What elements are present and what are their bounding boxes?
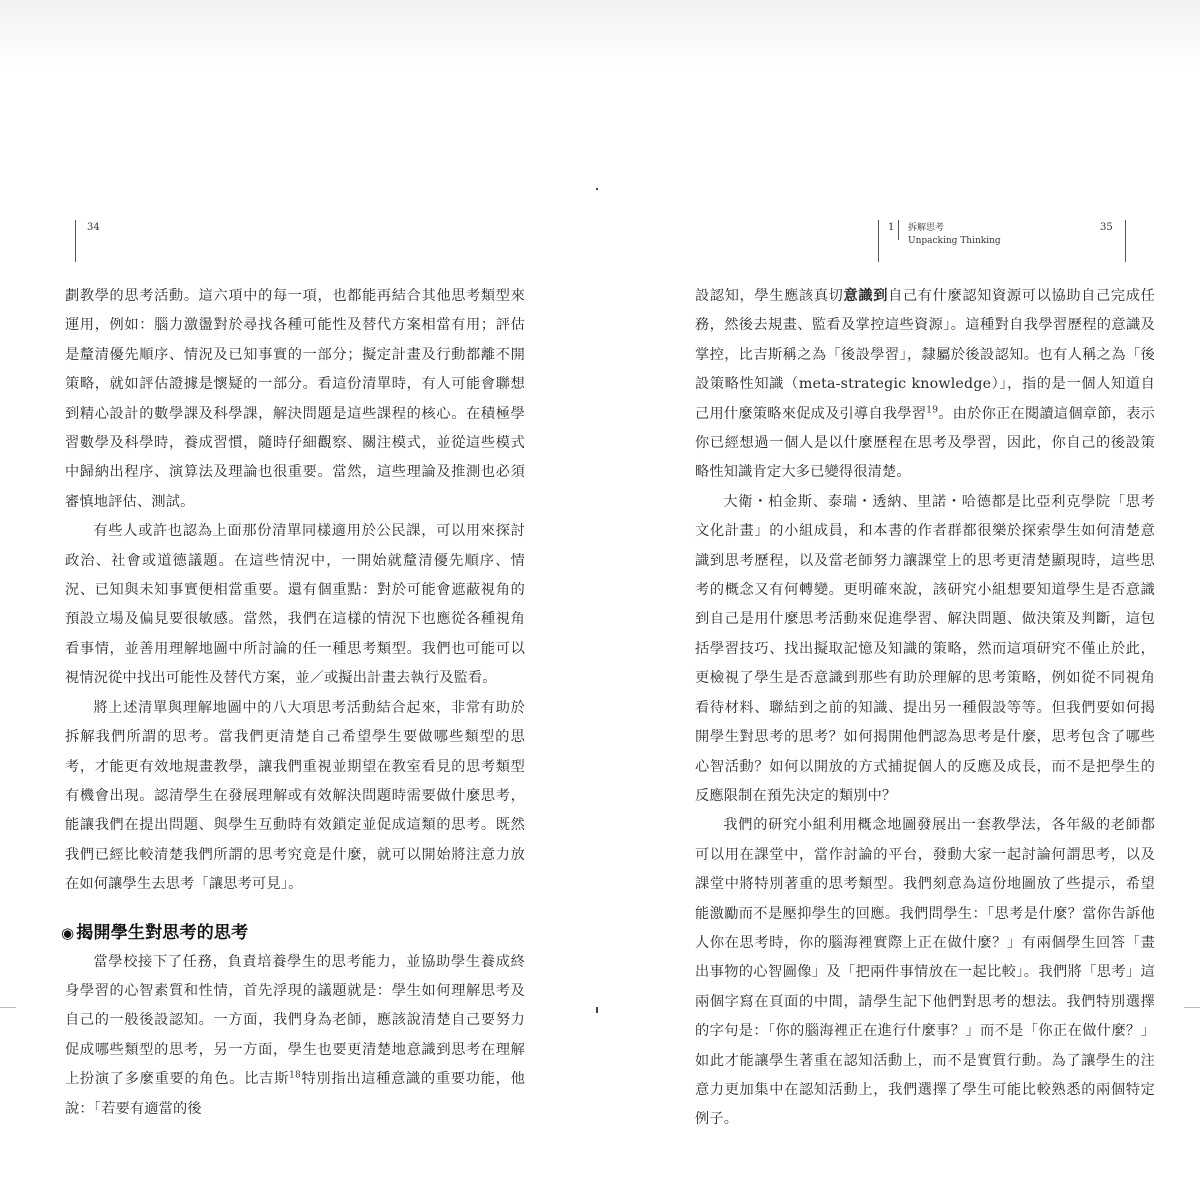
running-title bbox=[908, 222, 1001, 248]
crop-mark bbox=[0, 1007, 16, 1008]
paragraph: 將上述清單與理解地圖中的八大項思考活動結合起來，非常有助於拆解我們所謂的思考。當我們更清楚自己希望學生要做哪些類型的思考，才能更有效地規畫教學，讓我們重視並期望在教室看見的思考類型有機會出現。認清學生在發展理解或有效解決問題時需要做什麼思考，能讓我們在提出問題、與學生互動時有效鎖定並促成這類的思考。既然我們已經比較清楚我們所謂的思考究竟是什麼，就可以開始將注意力放在如何讓學生去思考「讓思考可見」。 bbox=[65, 699, 525, 893]
running-title-en: Unpacking Thinking bbox=[908, 236, 1001, 246]
header-rule bbox=[878, 220, 879, 262]
paragraph-text: 。由於你正在閱讀這個章節，表示你已經想過一個人是以什麼歷程在思考及學習，因此，你自己的後設策略性知識肯定大多已變得很清楚。 bbox=[695, 405, 1155, 481]
section-heading-text: 揭開學生對思考的思考 bbox=[76, 922, 249, 943]
footnote-ref: 18 bbox=[289, 1070, 301, 1081]
crop-mark bbox=[596, 1007, 598, 1013]
section-heading bbox=[61, 918, 525, 948]
page-number: 35 bbox=[1100, 222, 1113, 233]
header-rule bbox=[1125, 220, 1126, 262]
page-number: 34 bbox=[87, 222, 100, 233]
crop-mark bbox=[596, 188, 598, 190]
header-rule bbox=[898, 220, 899, 240]
paragraph-text: 特別指出這種意識的重要功能，他說：「若要有適當的後 bbox=[65, 1071, 525, 1117]
header-rule bbox=[75, 220, 76, 262]
running-title-zh: 拆解思考 bbox=[908, 223, 945, 233]
paragraph-text: 設認知，學生應該真切 bbox=[695, 288, 844, 304]
paragraph bbox=[65, 948, 525, 1124]
footnote-ref: 19 bbox=[926, 404, 939, 415]
chapter-number: 1 bbox=[888, 222, 895, 233]
paragraph-text: 自己有什麼認知資源可以協助自己完成任務，然後去規畫、監看及掌控這些資源」。這種對自我學習歷程的意識及掌控，比吉斯稱之為「後設學習」，隸屬於後設認知。也有人稱之為「後設策略性知識（meta-strategic knowledge）」，指的是一個人知道自己用什麼策略來促成及引導自我學習 bbox=[695, 288, 1155, 422]
paragraph: 大衛・柏金斯、泰瑞・透納、里諾・哈德都是比亞利克學院「思考文化計畫」的小組成員，和本書的作者群都很樂於探索學生如何清楚意識到思考歷程，以及當老師努力讓課堂上的思考更清楚顯現時，這些思考的概念又有何轉變。更明確來說，該研究小組想要知道學生是否意識到自己是用什麼思考活動來促進學習、解決問題、做決策及判斷，這包括學習技巧、找出擬取記憶及知識的策略，然而這項研究不僅止於此，更檢視了學生是否意識到那些有助於理解的思考策略，例如從不同視角看待材料、聯結到之前的知識、提出另一種假設等等。但我們要如何揭開學生對思考的思考？如何揭開他們認為思考是什麼，思考包含了哪些心智活動？如何以開放的方式捕捉個人的反應及成長，而不是把學生的反應限制在預先決定的類別中？ bbox=[695, 493, 1155, 804]
left-page-body bbox=[61, 282, 525, 1124]
paragraph: 有些人或許也認為上面那份清單同樣適用於公民課，可以用來探討政治、社會或道德議題。在這些情況中，一開始就釐清優先順序、情況、已知與未知事實便相當重要。還有個重點：對於可能會遮蔽視角的預設立場及偏見要很敏感。當然，我們在這樣的情況下也應從各種視角看事情，並善用理解地圖中所討論的任一種思考類型。我們也可能可以視情況從中找出可能性及替代方案，並／或擬出計畫去執行及監看。 bbox=[65, 523, 525, 687]
section-bullet-icon: ◉ bbox=[61, 923, 75, 942]
paragraph: 劃教學的思考活動。這六項中的每一項，也都能再結合其他思考類型來運用，例如：腦力激盪對於尋找各種可能性及替代方案相當有用；評估是釐清優先順序、情況及已知事實的一部分；擬定計畫及行動都離不開策略，就如評估證據是懷疑的一部分。看這份清單時，有人可能會聯想到精心設計的數學課及科學課，解決問題是這些課程的核心。在積極學習數學及科學時，養成習慣，隨時仔細觀察、關注模式，並從這些模式中歸納出程序、演算法及理論也很重要。當然，這些理論及推測也必須審慎地評估、測試。 bbox=[65, 288, 525, 510]
emphasis-text: 意識到 bbox=[843, 288, 889, 304]
right-page-body bbox=[695, 282, 1155, 1135]
paragraph: 我們的研究小組利用概念地圖發展出一套教學法，各年級的老師都可以用在課堂中，當作討論的平台，發動大家一起討論何謂思考，以及課堂中將特別著重的思考類型。我們刻意為這份地圖放了些提示，希望能激勵而不是壓抑學生的回應。我們問學生：「思考是什麼？當你告訴他人你在思考時，你的腦海裡實際上正在做什麼？」有兩個學生回答「畫出事物的心智圖像」及「把兩件事情放在一起比較」。我們將「思考」這兩個字寫在頁面的中間，請學生記下他們對思考的想法。我們特別選擇的字句是：「你的腦海裡正在進行什麼事？」而不是「你正在做什麼？」如此才能讓學生著重在認知活動上，而不是實質行動。為了讓學生的注意力更加集中在認知活動上，我們選擇了學生可能比較熟悉的兩個特定例子。 bbox=[695, 817, 1155, 1128]
paragraph-text: 當學校接下了任務，負責培養學生的思考能力，並協助學生養成終身學習的心智素質和性情，首先浮現的議題就是：學生如何理解思考及自己的一般後設認知。一方面，我們身為老師，應該說清楚自己要努力促成哪些類型的思考，另一方面，學生也要更清楚地意識到思考在理解上扮演了多麼重要的角色。比吉斯 bbox=[65, 953, 525, 1088]
scan-shadow bbox=[0, 0, 1200, 70]
crop-mark bbox=[1184, 1007, 1200, 1008]
paragraph bbox=[695, 282, 1155, 488]
